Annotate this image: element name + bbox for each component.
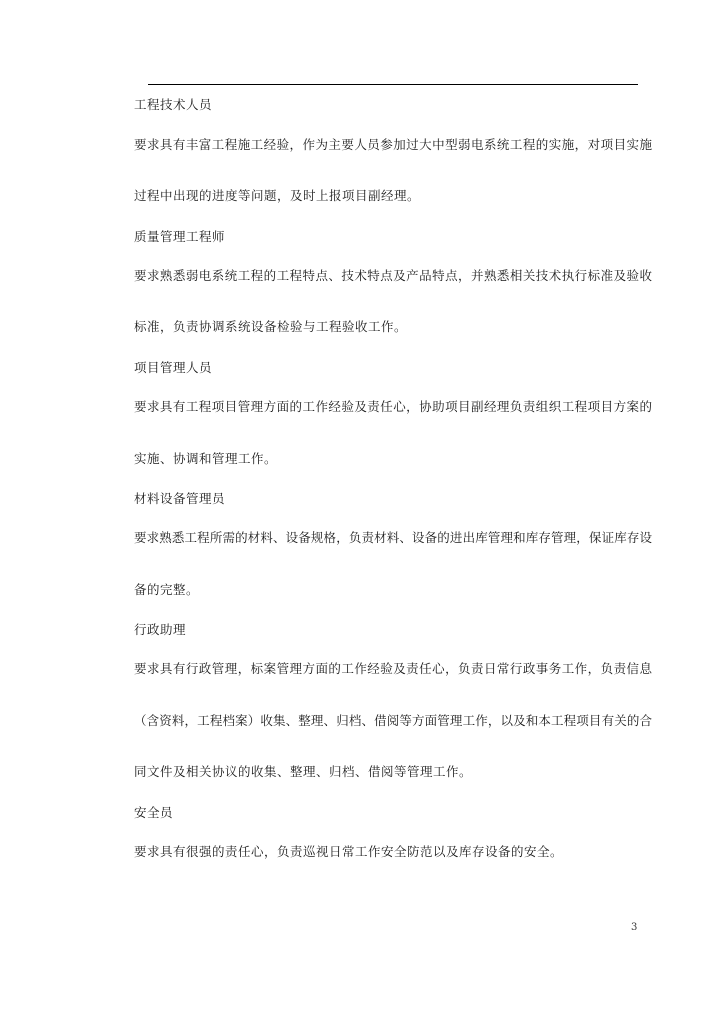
section-heading: 材料设备管理员 (134, 491, 226, 506)
paragraph-line: （含资料，工程档案）收集、整理、归档、借阅等方面管理工作，以及和本工程项目有关的合 (134, 713, 652, 728)
paragraph-line: 要求具有工程项目管理方面的工作经验及责任心，协助项目副经理负责组织工程项目方案的 (134, 399, 652, 414)
section-heading: 项目管理人员 (134, 360, 213, 375)
paragraph-line: 要求具有行政管理，标案管理方面的工作经验及责任心，负责日常行政事务工作，负责信息 (134, 661, 652, 676)
paragraph-line: 过程中出现的进度等问题，及时上报项目副经理。 (134, 188, 421, 203)
header-rule (148, 84, 638, 85)
paragraph-line: 同文件及相关协议的收集、整理、归档、借阅等管理工作。 (134, 764, 473, 779)
paragraph-line: 要求熟悉弱电系统工程的工程特点、技术特点及产品特点，并熟悉相关技术执行标准及验收 (134, 268, 652, 283)
paragraph-line: 要求熟悉工程所需的材料、设备规格，负责材料、设备的进出库管理和库存管理，保证库存设 (134, 530, 652, 545)
paragraph-line: 实施、协调和管理工作。 (134, 451, 278, 466)
page-number: 3 (631, 922, 638, 933)
paragraph-line: 标准，负责协调系统设备检验与工程验收工作。 (134, 319, 408, 334)
paragraph-line: 要求具有很强的责任心，负责巡视日常工作安全防范以及库存设备的安全。 (134, 844, 564, 859)
paragraph-line: 备的完整。 (134, 582, 200, 597)
section-heading: 质量管理工程师 (134, 229, 226, 244)
section-heading: 工程技术人员 (134, 97, 213, 112)
paragraph-line: 要求具有丰富工程施工经验，作为主要人员参加过大中型弱电系统工程的实施，对项目实施 (134, 137, 652, 152)
section-heading: 行政助理 (134, 622, 187, 637)
section-heading: 安全员 (134, 805, 174, 820)
